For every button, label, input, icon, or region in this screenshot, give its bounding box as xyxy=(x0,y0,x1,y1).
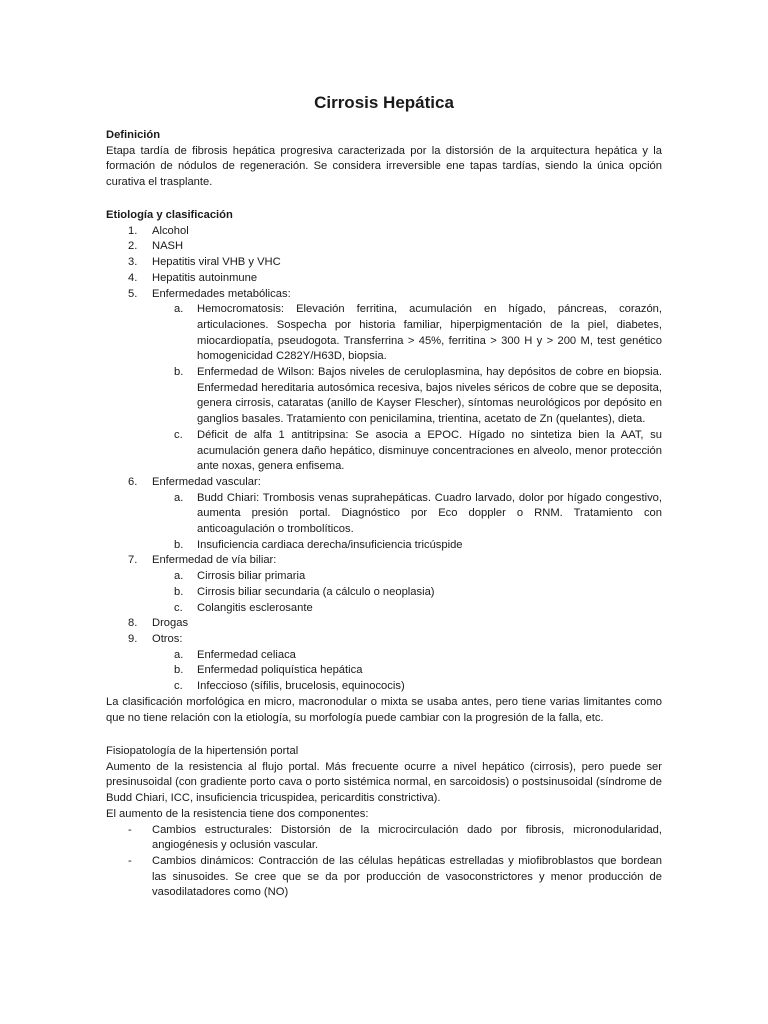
etiology-heading: Etiología y clasificación xyxy=(106,209,233,221)
item-text: Hepatitis autoinmune xyxy=(152,271,258,284)
bullet-text: Cambios dinámicos: Contracción de las células hepáticas estrelladas y miofibroblastos que bordean las sinusoides. Se cree que se da por producción de vasoconstrictores y menor producción de vasodilatadores como (NO) xyxy=(152,854,662,899)
etiology-section xyxy=(106,208,662,726)
item-number: 1. xyxy=(128,224,138,237)
list-item xyxy=(106,271,662,287)
sub-item-letter: b. xyxy=(174,366,184,379)
sub-item-text: Budd Chiari: Trombosis venas suprahepáticas. Cuadro larvado, dolor por hígado congestivo, aumenta presión portal. Diagnóstico por Eco doppler o RNM. Tratamiento con anticoagulación o trombolíticos. xyxy=(197,491,662,536)
sub-list-item xyxy=(106,679,662,695)
bullet-dash: - xyxy=(128,823,132,836)
sub-list-item xyxy=(106,601,662,617)
list-item xyxy=(106,224,662,240)
item-number: 4. xyxy=(128,271,138,284)
sub-item-letter: a. xyxy=(174,570,184,583)
sub-list-item xyxy=(106,663,662,679)
definition-section xyxy=(106,128,662,191)
item-number: 2. xyxy=(128,240,138,253)
pathophysiology-heading: Fisiopatología de la hipertensión portal xyxy=(106,745,299,757)
sub-list-item xyxy=(106,491,662,538)
sub-list-item xyxy=(106,585,662,601)
item-number: 3. xyxy=(128,256,138,269)
item-number: 9. xyxy=(128,632,138,645)
list-item xyxy=(106,616,662,632)
sub-item-text: Insuficiencia cardiaca derecha/insuficiencia tricúspide xyxy=(197,538,463,551)
item-text: Enfermedad vascular: xyxy=(152,475,261,488)
sub-item-letter: b. xyxy=(174,664,184,677)
sub-item-letter: c. xyxy=(174,680,183,693)
sub-item-letter: b. xyxy=(174,585,184,598)
sub-item-letter: b. xyxy=(174,538,184,551)
sub-list-item xyxy=(106,302,662,365)
sub-item-text: Enfermedad poliquística hepática xyxy=(197,664,363,677)
bullet-text: Cambios estructurales: Distorsión de la microcirculación dado por fibrosis, micronodularidad, angiogénesis y oclusión vascular. xyxy=(152,823,662,852)
item-text: NASH xyxy=(152,240,184,253)
sub-item-text: Cirrosis biliar primaria xyxy=(197,570,306,583)
item-text: Alcohol xyxy=(152,224,189,237)
sub-item-letter: a. xyxy=(174,648,184,661)
list-item xyxy=(106,239,662,255)
item-number: 8. xyxy=(128,617,138,630)
sub-item-letter: c. xyxy=(174,428,183,441)
sub-item-text: Enfermedad de Wilson: Bajos niveles de ceruloplasmina, hay depósitos de cobre en biopsia. Enfermedad hereditaria autosómica recesiva, bajos niveles séricos de cobre que se deposita, genera cirrosis, cataratas (anillo de Kayser Flescher), síntomas neurológicos por depósito en ganglios basales. Tratamiento con penicilamina, trientina, acetato de Zn (quelantes), dieta. xyxy=(197,366,662,426)
sub-item-letter: c. xyxy=(174,601,183,614)
list-item xyxy=(106,632,662,648)
page-title: Cirrosis Hepática xyxy=(314,93,454,112)
sub-list-item xyxy=(106,569,662,585)
sub-item-text: Cirrosis biliar secundaria (a cálculo o neoplasia) xyxy=(197,585,435,598)
item-text: Drogas xyxy=(152,617,189,630)
sub-list-item xyxy=(106,538,662,554)
list-item xyxy=(106,475,662,491)
sub-item-text: Déficit de alfa 1 antitripsina: Se asocia a EPOC. Hígado no sintetiza bien la AAT, su acumulación genera daño hepático, disminuye concentraciones en alveolo, menor protección ante noxas, genera enfisema. xyxy=(197,428,662,473)
item-number: 6. xyxy=(128,475,138,488)
sub-item-letter: a. xyxy=(174,491,184,504)
item-number: 7. xyxy=(128,554,138,567)
item-text: Enfermedades metabólicas: xyxy=(152,287,291,300)
bullet-item xyxy=(106,854,662,901)
sub-list-item xyxy=(106,365,662,428)
list-item xyxy=(106,553,662,569)
classification-paragraph: La clasificación morfológica en micro, macronodular o mixta se usaba antes, pero tiene varias limitantes como que no tiene relación con la etiología, su morfología puede cambiar con la progresión de la falla, etc. xyxy=(106,695,662,724)
item-text: Enfermedad de vía biliar: xyxy=(152,554,277,567)
definition-text: Etapa tardía de fibrosis hepática progresiva caracterizada por la distorsión de la arquitectura hepática y la formación de nódulos de regeneración. Se considera irreversible ene tapas tardías, siendo la única opción curativa el trasplante. xyxy=(106,144,662,189)
sub-list-item xyxy=(106,428,662,475)
item-text: Otros: xyxy=(152,632,183,645)
definition-heading: Definición xyxy=(106,129,161,141)
sub-item-text: Infeccioso (sífilis, brucelosis, equinococis) xyxy=(197,680,405,693)
list-item xyxy=(106,255,662,271)
sub-item-letter: a. xyxy=(174,303,184,316)
bullet-dash: - xyxy=(128,854,132,867)
sub-item-text: Colangitis esclerosante xyxy=(197,601,313,614)
pathophysiology-intro: El aumento de la resistencia tiene dos componentes: xyxy=(106,807,369,820)
sub-item-text: Hemocromatosis: Elevación ferritina, acumulación en hígado, páncreas, corazón, articulaciones. Sospecha por historia familiar, hiperpigmentación de la piel, diabetes, miocardiopatía, pseudogota. Transferrina > 45%, ferritina > 300 H y > 200 M, test genético homogenicidad C282Y/H63D, biopsia. xyxy=(197,303,662,363)
list-item xyxy=(106,287,662,303)
pathophysiology-text: Aumento de la resistencia al flujo portal. Más frecuente ocurre a nivel hepático (cirrosis), pero puede ser presinusoidal (con gradiente porto cava o porto sistémica normal, en sarcoidosis) o postsinusoidal (síndrome de Budd Chiari, ICC, insuficiencia tricuspidea, pericarditis constrictiva). xyxy=(106,760,662,805)
sub-item-text: Enfermedad celiaca xyxy=(197,648,296,661)
bullet-item xyxy=(106,823,662,854)
item-text: Hepatitis viral VHB y VHC xyxy=(152,256,281,269)
sub-list-item xyxy=(106,648,662,664)
pathophysiology-section xyxy=(106,744,662,901)
item-number: 5. xyxy=(128,287,138,300)
